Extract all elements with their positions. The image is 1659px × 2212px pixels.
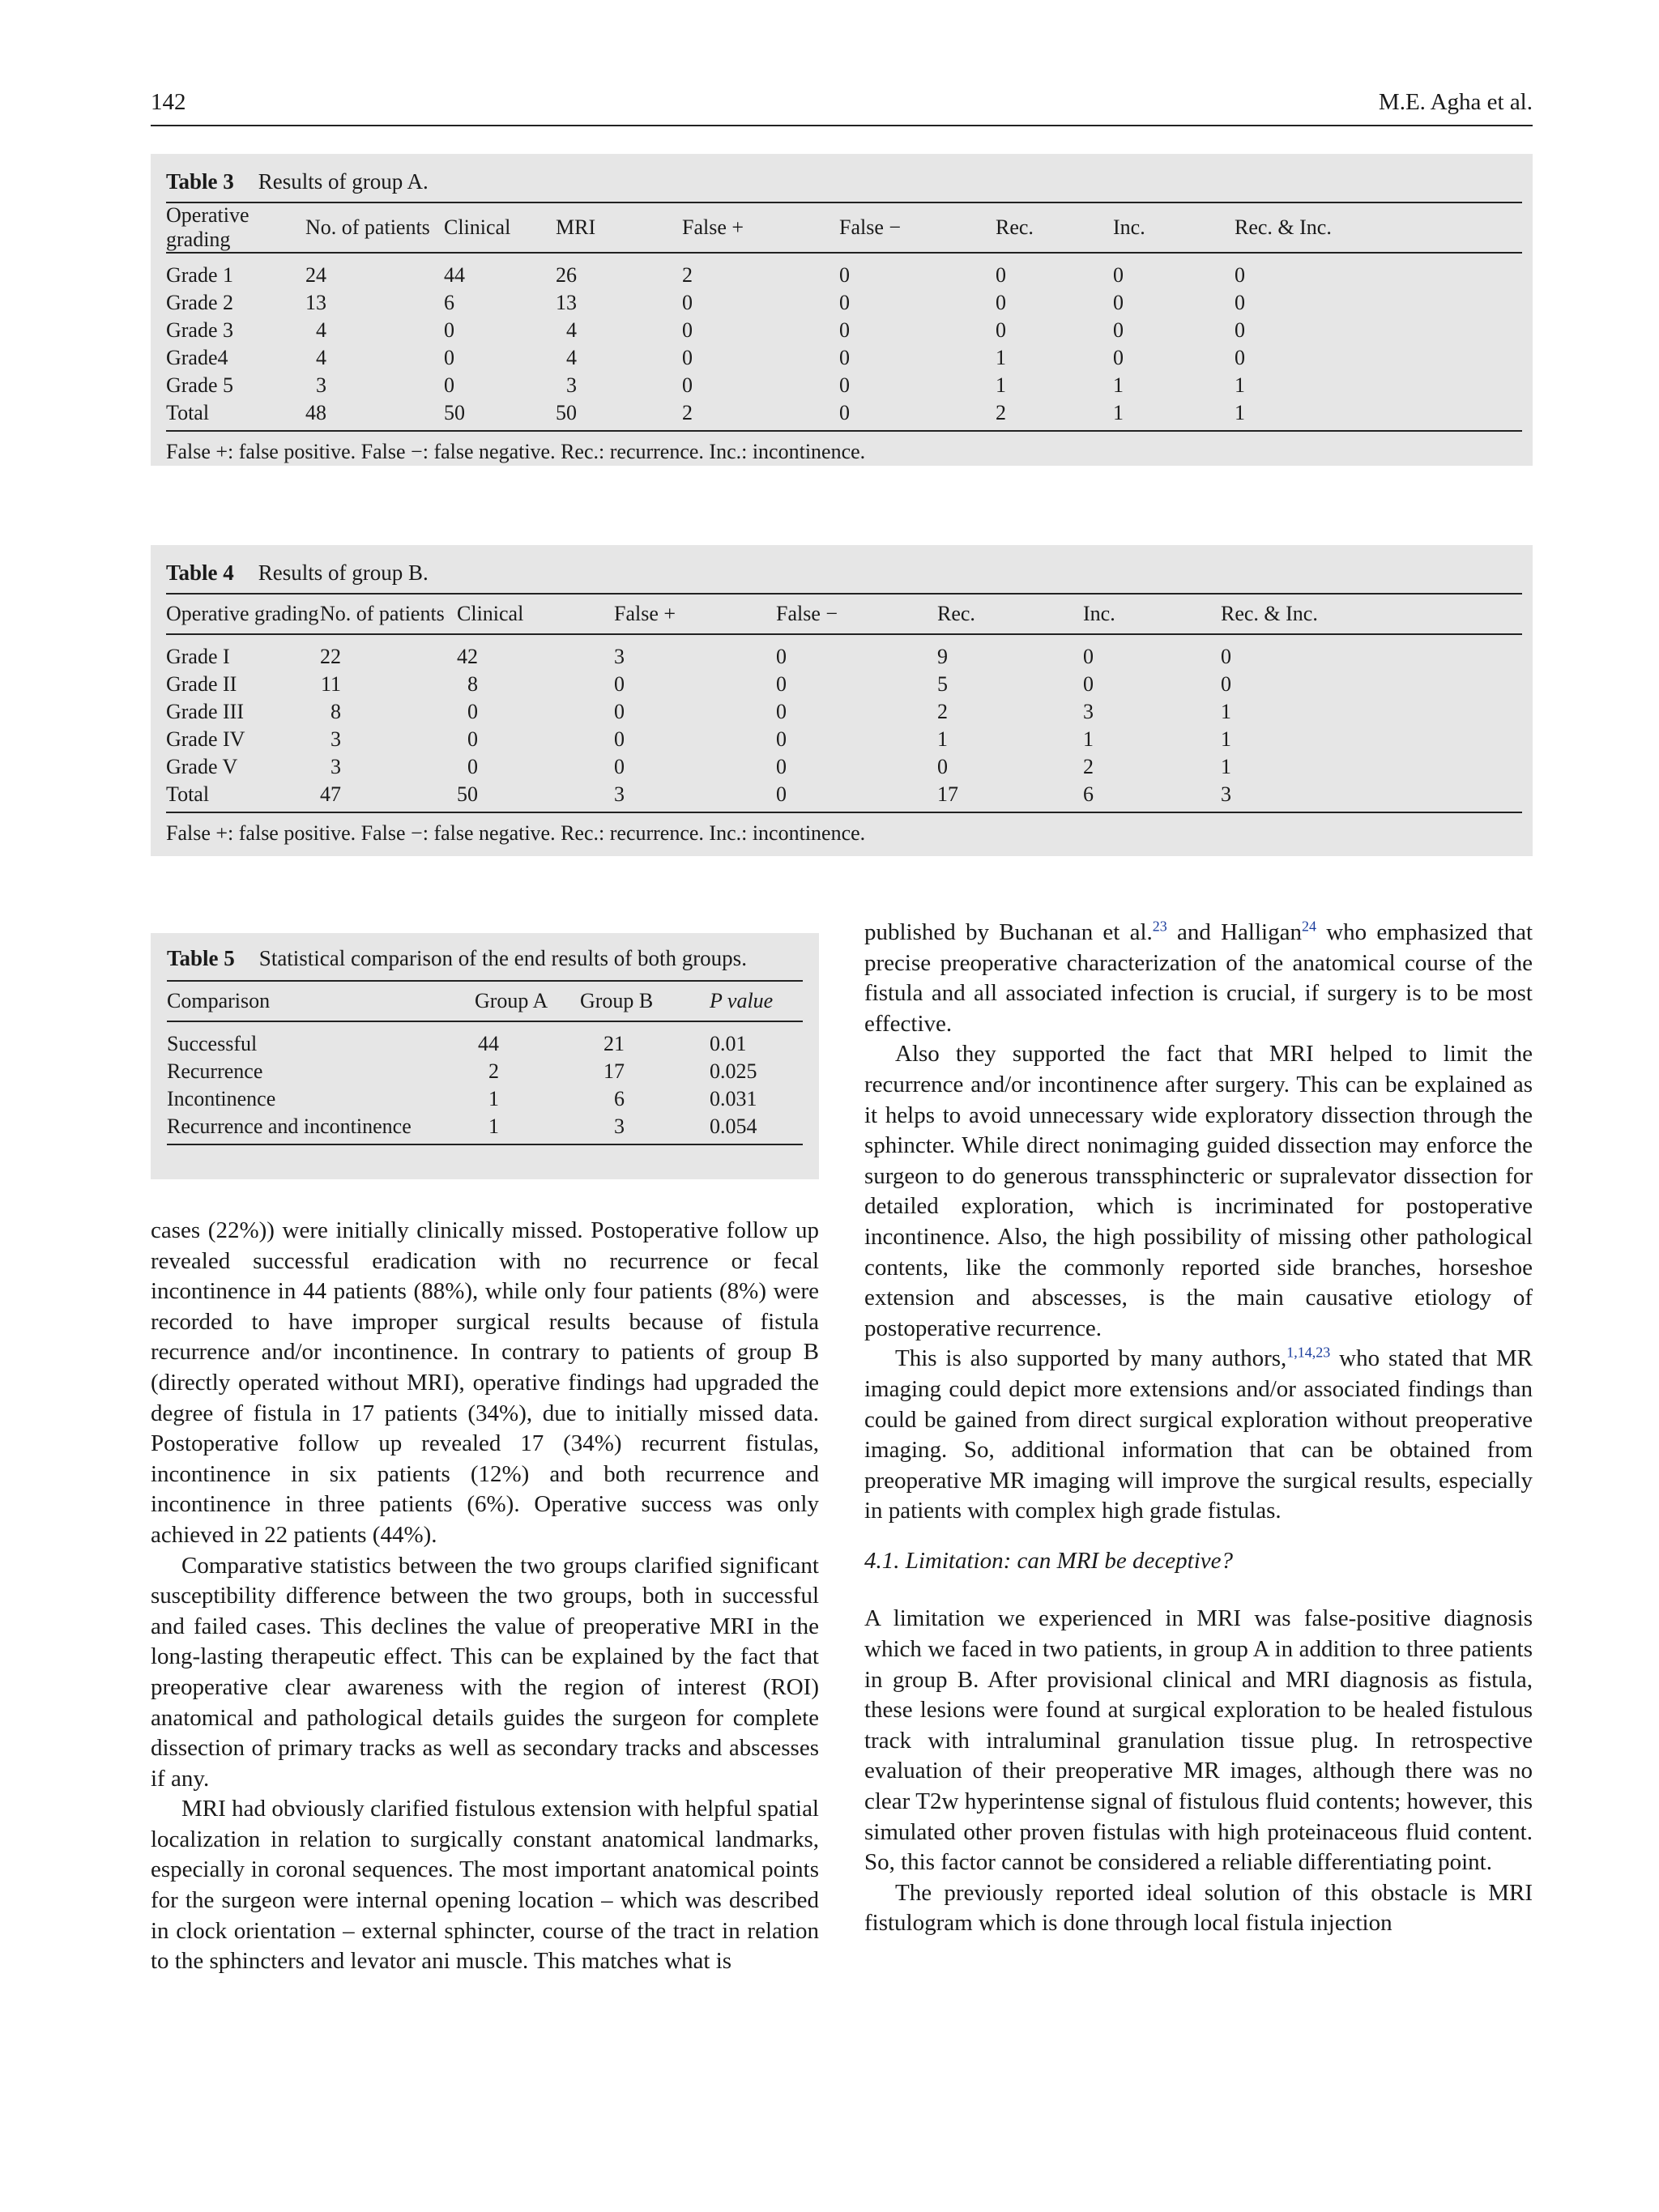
body-paragraph: A limitation we experienced in MRI was false-positive diagnosis which we faced in two patients, in group A in addition to three patients in group B. After provisional clinical and MRI diagnosis as fistula, these lesions were found at surgical exploration to be healed fistulous track with intraluminal granulation tissue plug. In retrospective evaluation of their preoperative MR images, although there was no clear T2w hyperintense signal of fistulous fluid contents; however, this simulated other proven fistulas with high proteinaceous fluid content. So, this factor cannot be considered a reliable differentiating point. <box>864 1605 1533 1876</box>
column-header: False + <box>682 202 839 253</box>
table-cell: 1 <box>1221 727 1231 751</box>
table-cell: 3 <box>331 727 341 751</box>
table-cell: Grade 5 <box>166 373 234 397</box>
table-cell: 1 <box>996 373 1006 397</box>
citation-link[interactable]: 24 <box>1301 918 1316 935</box>
table-cell: 1 <box>1235 399 1522 431</box>
table-cell: Grade IV <box>166 727 245 751</box>
column-header: P value <box>710 981 803 1021</box>
table-cell: Grade V <box>166 755 238 778</box>
table-row <box>166 289 1522 317</box>
citation-link[interactable]: 23 <box>1152 918 1167 935</box>
table-row <box>166 372 1522 399</box>
table-cell: 48 <box>305 399 444 431</box>
table-3-footnote: False +: false positive. False −: false negative. Rec.: recurrence. Inc.: incontinence. <box>166 440 866 463</box>
table-cell: 0 <box>614 755 625 778</box>
table-cell: 0 <box>776 781 937 812</box>
table-cell: 0 <box>614 672 625 696</box>
body-paragraph: This is also supported by many authors,$^{1,14,23}$ who stated that MR imaging could depict more extensions and/or associated findings than could be gained from direct surgical exploration without preoperative imaging. So, additional information that can be obtained from preoperative MR imaging will improve the surgical results, especially in patients with complex high grade fistulas. <box>864 1344 1533 1524</box>
table-cell: 1 <box>1235 373 1245 397</box>
table-cell: 0 <box>1113 263 1124 287</box>
citation-link[interactable]: 1,14,23 <box>1286 1344 1331 1361</box>
table-cell: 0 <box>1113 318 1124 342</box>
table-row <box>166 726 1522 753</box>
table-cell: 1 <box>1113 399 1235 431</box>
table-label: Table 5 <box>167 946 235 970</box>
column-header: Rec. & Inc. <box>1221 594 1522 634</box>
table-cell: 3 <box>331 755 341 778</box>
table-cell: 17 <box>603 1059 625 1083</box>
table-row <box>167 1113 803 1144</box>
column-header: Rec. <box>937 594 1083 634</box>
table-cell: 8 <box>467 672 478 696</box>
table-title: Results of group B. <box>258 560 429 585</box>
table-cell: Grade III <box>166 700 244 723</box>
body-paragraph: MRI had obviously clarified fistulous extension with helpful spatial localization in relation to surgically constant anatomical landmarks, especially in coronal sequences. The most important anatomical points for the surgeon were internal opening location – which was described in clock orientation – external sphincter, course of the tract in relation to the sphincters and levator ani muscle. This matches what is <box>151 1796 819 1975</box>
body-paragraph: cases (22%)) were initially clinically missed. Postoperative follow up revealed successful eradication with no recurrence or fecal incontinence in 44 patients (88%), while only four patients (8%) were recorded to have improper surgical results because of fistula recurrence and/or incontinence. In contrary to patients of group B (directly operated without MRI), operative findings had upgraded the degree of fistula in 17 patients (34%), due to initially missed data. Postoperative follow up revealed 17 (34%) recurrent fistulas, incontinence in six patients (12%) and both recurrence and incontinence in three patients (6%). Operative success was only achieved in 22 patients (44%). <box>151 1217 819 1548</box>
table-cell: 3 <box>1083 700 1094 723</box>
table-cell: 11 <box>320 672 341 696</box>
table-4-grid <box>166 593 1522 813</box>
table-row <box>166 399 1522 431</box>
table-cell: 1 <box>1113 373 1124 397</box>
table-cell: 9 <box>937 645 948 668</box>
table-cell: 4 <box>566 318 577 342</box>
table-cell: 0 <box>839 373 850 397</box>
column-header: Comparison <box>167 981 475 1021</box>
table-cell: 1 <box>996 346 1006 369</box>
table-cell: 2 <box>682 263 693 287</box>
table-cell: 2 <box>488 1059 499 1083</box>
table-cell: 0 <box>1113 346 1124 369</box>
table-cell: Grade 1 <box>166 263 234 287</box>
table-cell: 3 <box>614 645 625 668</box>
column-header: Operative grading <box>166 594 320 634</box>
column-header: Inc. <box>1083 594 1221 634</box>
table-cell: 0 <box>839 399 996 431</box>
table-cell: 0 <box>444 318 454 342</box>
table-cell: 44 <box>444 263 465 287</box>
table-cell: 1 <box>937 727 948 751</box>
table-row <box>166 634 1522 671</box>
table-cell: 8 <box>331 700 341 723</box>
table-cell: 0 <box>444 373 454 397</box>
column-header: Group B <box>580 981 710 1021</box>
table-cell: 4 <box>316 318 326 342</box>
table-cell: 0 <box>839 291 850 314</box>
table-cell: 0 <box>996 291 1006 314</box>
table-cell: 0 <box>839 318 850 342</box>
running-head: M.E. Agha et al. <box>1378 89 1533 115</box>
table-cell: Total <box>166 781 320 812</box>
table-cell: 0 <box>1083 645 1094 668</box>
table-cell: 0 <box>682 373 693 397</box>
table-cell: 1 <box>475 1113 580 1144</box>
table-cell: 0 <box>1235 346 1245 369</box>
table-cell: 0 <box>937 755 948 778</box>
table-cell: 2 <box>1083 755 1094 778</box>
table-cell: 3 <box>316 373 326 397</box>
table-row <box>167 1058 803 1085</box>
column-header: False + <box>614 594 776 634</box>
table-cell: 24 <box>305 263 326 287</box>
table-row <box>166 253 1522 289</box>
table-cell: Grade 3 <box>166 318 234 342</box>
table-title: Results of group A. <box>258 169 429 194</box>
table-cell: 22 <box>320 645 341 668</box>
table-cell: 0 <box>467 700 478 723</box>
table-cell: Grade II <box>166 672 237 696</box>
table-cell: Incontinence <box>167 1087 276 1110</box>
table-row <box>166 671 1522 698</box>
table-cell: 2 <box>682 399 839 431</box>
table-cell: 3 <box>1221 781 1522 812</box>
body-paragraph: Also they supported the fact that MRI helped to limit the recurrence and/or incontinence after surgery. This can be explained as it helps to avoid unnecessary wide exploratory dissection through the sphincter. While direct nonimaging guided dissection may enforce the surgeon to do generous transsphincteric or supralevator dissection for detailed exploration, which is incriminated for postoperative incontinence. Also, the high possibility of missing other pathological contents, like the commonly reported side branches, horseshoe extension and abscesses, is the main causative etiology of postoperative recurrence. <box>864 1041 1533 1341</box>
table-5 <box>151 933 819 1179</box>
table-cell: 1 <box>1221 700 1231 723</box>
table-cell: 1 <box>1083 727 1094 751</box>
table-cell: 0 <box>1083 672 1094 696</box>
table-cell: 17 <box>937 781 1083 812</box>
table-cell: 21 <box>603 1032 625 1055</box>
table-cell: Grade 2 <box>166 291 234 314</box>
body-paragraph: The previously reported ideal solution of this obstacle is MRI fistulogram which is done through local fistula injection <box>864 1879 1533 1937</box>
table-cell: 13 <box>556 291 577 314</box>
table-cell: Recurrence and incontinence <box>167 1113 475 1144</box>
column-header: Clinical <box>457 594 614 634</box>
table-5-grid <box>167 980 803 1145</box>
table-cell: 2 <box>937 700 948 723</box>
table-cell: 0 <box>682 346 693 369</box>
table-cell: 0 <box>1221 645 1231 668</box>
table-cell: 0 <box>614 727 625 751</box>
table-cell: 0 <box>1235 291 1245 314</box>
table-cell: 0 <box>839 346 850 369</box>
table-cell: 47 <box>320 781 457 812</box>
page-header <box>151 89 1533 126</box>
table-cell: 0 <box>1221 672 1231 696</box>
section-heading: 4.1. Limitation: can MRI be deceptive? <box>864 1547 1234 1574</box>
table-cell: 3 <box>566 373 577 397</box>
column-header: Rec. & Inc. <box>1235 202 1522 253</box>
table-cell: 2 <box>996 399 1113 431</box>
table-cell: 0 <box>682 291 693 314</box>
table-cell: 5 <box>937 672 948 696</box>
table-cell: 0 <box>776 700 787 723</box>
table-cell: 44 <box>478 1032 499 1055</box>
table-cell: 0.025 <box>710 1059 757 1083</box>
table-title: Statistical comparison of the end results of both groups. <box>258 946 747 970</box>
table-cell: 50 <box>457 781 614 812</box>
table-cell: 0 <box>467 755 478 778</box>
table-row <box>167 1085 803 1113</box>
table-cell: 0 <box>467 727 478 751</box>
table-cell: 42 <box>457 645 478 668</box>
table-cell: 0 <box>1235 263 1245 287</box>
table-cell: 3 <box>614 781 776 812</box>
table-4-caption <box>166 557 1517 588</box>
table-cell: 0 <box>776 755 787 778</box>
table-cell: 1 <box>488 1087 499 1110</box>
table-row <box>166 317 1522 344</box>
table-row <box>166 698 1522 726</box>
table-cell: 0 <box>682 318 693 342</box>
table-cell: 1 <box>1221 755 1231 778</box>
table-header-row <box>166 202 1522 253</box>
table-cell: 0 <box>996 263 1006 287</box>
page-number: 142 <box>151 89 186 115</box>
table-3-grid <box>166 202 1522 432</box>
table-cell: 26 <box>556 263 577 287</box>
column-header: Inc. <box>1113 202 1235 253</box>
table-cell: 0 <box>1235 318 1245 342</box>
table-label: Table 3 <box>166 169 234 194</box>
column-header: Group A <box>475 981 580 1021</box>
table-cell: 6 <box>614 1087 625 1110</box>
table-cell: Grade I <box>166 645 230 668</box>
table-4 <box>151 545 1533 856</box>
column-header: Clinical <box>444 202 556 253</box>
table-row <box>167 1021 803 1058</box>
left-column <box>151 1216 819 1977</box>
table-cell: 0 <box>776 645 787 668</box>
table-cell: Successful <box>167 1032 258 1055</box>
column-header: No. of patients <box>305 202 444 253</box>
table-row <box>166 344 1522 372</box>
column-header: Rec. <box>996 202 1113 253</box>
table-cell: 0 <box>996 318 1006 342</box>
table-cell: 50 <box>556 399 682 431</box>
table-cell: 3 <box>580 1113 710 1144</box>
table-cell: 4 <box>316 346 326 369</box>
column-header: False − <box>776 594 937 634</box>
table-3-caption <box>166 166 1517 197</box>
table-cell: 0 <box>776 727 787 751</box>
table-cell: Recurrence <box>167 1059 263 1083</box>
table-header-row <box>166 594 1522 634</box>
table-cell: 0 <box>776 672 787 696</box>
table-row <box>166 781 1522 812</box>
table-3 <box>151 154 1533 466</box>
table-4-footnote: False +: false positive. False −: false negative. Rec.: recurrence. Inc.: incontinence. <box>166 821 866 845</box>
table-cell: 4 <box>566 346 577 369</box>
table-label: Table 4 <box>166 560 234 585</box>
column-header: No. of patients <box>320 594 457 634</box>
column-header: Operative grading <box>166 202 305 253</box>
body-paragraph: published by Buchanan et al.$^{23}$ and Halligan$^{24}$ who emphasized that precise preoperative characterization of the anatomical course of the fistula and all associated infection is crucial, if surgery is to be most effective. <box>864 918 1533 1037</box>
right-column <box>864 918 1533 1939</box>
table-row <box>166 753 1522 781</box>
column-header: MRI <box>556 202 682 253</box>
table-cell: 0 <box>1113 291 1124 314</box>
table-cell: 0.054 <box>710 1113 803 1144</box>
table-cell: 0.01 <box>710 1032 747 1055</box>
table-cell: 0.031 <box>710 1087 757 1110</box>
body-paragraph: Comparative statistics between the two groups clarified significant susceptibility difference between the two groups, both in successful and failed cases. This declines the value of preoperative MRI in the long-lasting therapeutic effect. This can be explained by the fact that preoperative clear awareness with the region of interest (ROI) anatomical and pathological details guides the surgeon for complete dissection of primary tracks as well as secondary tracks and abscesses if any. <box>151 1552 819 1792</box>
table-5-caption <box>167 943 803 974</box>
table-cell: Grade4 <box>166 346 228 369</box>
table-cell: 13 <box>305 291 326 314</box>
table-cell: 0 <box>839 263 850 287</box>
table-cell: 0 <box>614 700 625 723</box>
table-cell: 6 <box>444 291 454 314</box>
table-header-row <box>167 981 803 1021</box>
table-cell: Total <box>166 399 305 431</box>
table-cell: 0 <box>444 346 454 369</box>
table-cell: 50 <box>444 399 556 431</box>
table-cell: 6 <box>1083 781 1221 812</box>
column-header: False − <box>839 202 996 253</box>
